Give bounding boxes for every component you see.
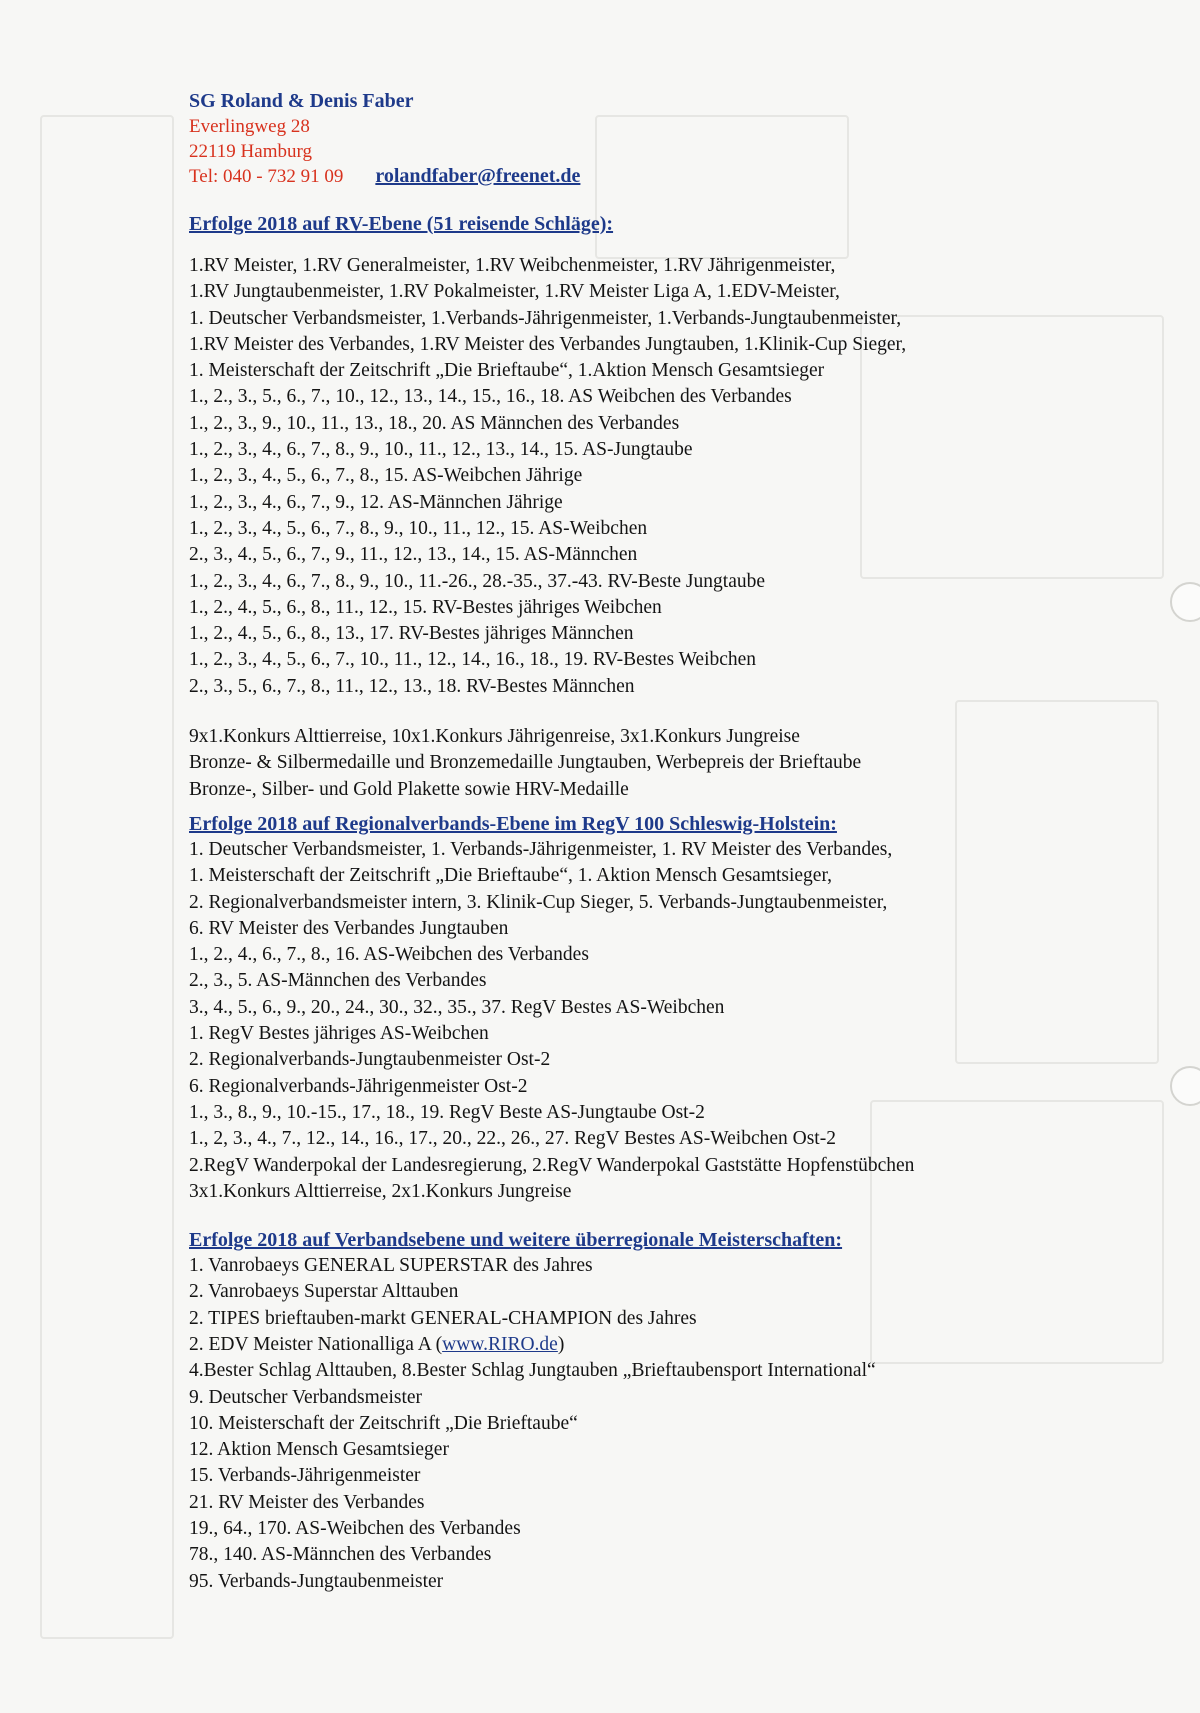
result-line: 1., 2., 3., 4., 5., 6., 7., 10., 11., 12., 14., 16., 18., 19. RV-Bestes Weibchen <box>189 649 757 671</box>
result-line: 3x1.Konkurs Alttierreise, 2x1.Konkurs Jungreise <box>189 1180 572 1202</box>
result-line: 1. Deutscher Verbandsmeister, 1.Verbands-Jährigenmeister, 1.Verbands-Jungtaubenmeister, <box>189 307 902 329</box>
result-line: 78., 140. AS-Männchen des Verbandes <box>189 1544 492 1566</box>
result-line: 1., 2., 3., 5., 6., 7., 10., 12., 13., 14., 15., 16., 18. AS Weibchen des Verbandes <box>189 386 792 408</box>
sender-block <box>189 88 1089 189</box>
result-line: 1. Meisterschaft der Zeitschrift „Die Brieftaube“, 1.Aktion Mensch Gesamtsieger <box>189 360 825 382</box>
contact-row <box>189 164 1089 189</box>
result-line: 15. Verbands-Jährigenmeister <box>189 1465 421 1487</box>
award-line: Bronze-, Silber- und Gold Plakette sowie HRV-Medaille <box>189 778 629 800</box>
section-regional <box>189 811 1089 1205</box>
result-line: 1., 2., 3., 4., 5., 6., 7., 8., 9., 10., 11., 12., 15. AS-Weibchen <box>189 517 648 539</box>
sender-phone: Tel: 040 - 732 91 09 <box>189 166 344 187</box>
sender-city: 22119 Hamburg <box>189 141 312 162</box>
letter-content <box>189 88 1089 1595</box>
result-line: 2. Vanrobaeys Superstar Alttauben <box>189 1281 459 1303</box>
section-rv-title: Erfolge 2018 auf RV-Ebene (51 reisende Schläge): <box>189 213 614 235</box>
result-line: 21. RV Meister des Verbandes <box>189 1491 425 1513</box>
result-line: 9. Deutscher Verbandsmeister <box>189 1386 423 1408</box>
result-line: 12. Aktion Mensch Gesamtsieger <box>189 1439 449 1461</box>
result-line: 1. Vanrobaeys GENERAL SUPERSTAR des Jahres <box>189 1255 593 1277</box>
result-line: 2.RegV Wanderpokal der Landesregierung, 2.RegV Wanderpokal Gaststätte Hopfenstübchen <box>189 1154 915 1176</box>
result-line: 10. Meisterschaft der Zeitschrift „Die Brieftaube“ <box>189 1412 578 1434</box>
result-line: 6. Regionalverbands-Jährigenmeister Ost-2 <box>189 1075 528 1097</box>
result-line: 95. Verbands-Jungtaubenmeister <box>189 1570 444 1592</box>
result-line: 2. TIPES brieftauben-markt GENERAL-CHAMPION des Jahres <box>189 1307 697 1329</box>
bleed-through-box <box>40 115 174 1639</box>
result-line: 1., 2., 4., 6., 7., 8., 16. AS-Weibchen des Verbandes <box>189 944 589 966</box>
edv-line-prefix: 2. EDV Meister Nationalliga A ( <box>189 1333 443 1355</box>
section-national-list <box>189 1253 1089 1595</box>
result-line: 1., 2., 4., 5., 6., 8., 11., 12., 15. RV-Bestes jähriges Weibchen <box>189 596 662 618</box>
result-line: 1.RV Jungtaubenmeister, 1.RV Pokalmeister, 1.RV Meister Liga A, 1.EDV-Meister, <box>189 281 840 303</box>
edv-line-suffix: ) <box>557 1333 565 1355</box>
section-regional-title: Erfolge 2018 auf Regionalverbands-Ebene im RegV 100 Schleswig-Holstein: <box>189 812 837 835</box>
result-line: 19., 64., 170. AS-Weibchen des Verbandes <box>189 1518 521 1540</box>
section-national-title: Erfolge 2018 auf Verbandsebene und weitere überregionale Meisterschaften: <box>189 1229 843 1252</box>
result-line: 1. Deutscher Verbandsmeister, 1. Verbands-Jährigenmeister, 1. RV Meister des Verbandes, <box>189 838 893 860</box>
award-line: 9x1.Konkurs Alttierreise, 10x1.Konkurs Jährigenreise, 3x1.Konkurs Jungreise <box>189 726 800 748</box>
riro-link[interactable]: www.RIRO.de <box>442 1333 558 1355</box>
section-national <box>189 1227 1089 1595</box>
sender-name: SG Roland & Denis Faber <box>189 90 414 112</box>
edv-result-line <box>189 1332 1089 1358</box>
section-rv <box>189 211 1089 803</box>
result-line: 1., 2., 3., 9., 10., 11., 13., 18., 20. AS Männchen des Verbandes <box>189 412 680 434</box>
result-line: 1., 2., 3., 4., 6., 7., 8., 9., 10., 11., 12., 13., 14., 15. AS-Jungtaube <box>189 439 693 461</box>
result-line: 4.Bester Schlag Alttauben, 8.Bester Schlag Jungtauben „Brieftaubensport International“ <box>189 1360 876 1382</box>
result-line: 2., 3., 5., 6., 7., 8., 11., 12., 13., 18. RV-Bestes Männchen <box>189 675 635 697</box>
result-line: 2., 3., 5. AS-Männchen des Verbandes <box>189 970 487 992</box>
punch-hole <box>1170 1066 1200 1106</box>
result-line: 2. Regionalverbands-Jungtaubenmeister Ost-2 <box>189 1049 551 1071</box>
result-line: 1., 2., 3., 4., 6., 7., 8., 9., 10., 11.-26., 28.-35., 37.-43. RV-Beste Jungtaube <box>189 570 766 592</box>
result-line: 2., 3., 4., 5., 6., 7., 9., 11., 12., 13., 14., 15. AS-Männchen <box>189 544 638 566</box>
result-line: 3., 4., 5., 6., 9., 20., 24., 30., 32., 35., 37. RegV Bestes AS-Weibchen <box>189 996 725 1018</box>
result-line: 1., 2., 4., 5., 6., 8., 13., 17. RV-Bestes jähriges Männchen <box>189 623 634 645</box>
punch-hole <box>1170 582 1200 622</box>
section-regional-list <box>189 837 1089 1205</box>
result-line: 1., 2, 3., 4., 7., 12., 14., 16., 17., 20., 22., 26., 27. RegV Bestes AS-Weibchen Ost-2 <box>189 1128 836 1150</box>
section-rv-list <box>189 253 1089 700</box>
result-line: 6. RV Meister des Verbandes Jungtauben <box>189 917 509 939</box>
result-line: 1., 2., 3., 4., 6., 7., 9., 12. AS-Männchen Jährige <box>189 491 563 513</box>
result-line: 1.RV Meister des Verbandes, 1.RV Meister des Verbandes Jungtauben, 1.Klinik-Cup Sieger, <box>189 333 907 355</box>
result-line: 1. RegV Bestes jähriges AS-Weibchen <box>189 1023 489 1045</box>
sender-street: Everlingweg 28 <box>189 116 310 137</box>
result-line: 1. Meisterschaft der Zeitschrift „Die Brieftaube“, 1. Aktion Mensch Gesamtsieger, <box>189 865 833 887</box>
section-rv-extra-list <box>189 724 1089 803</box>
email-link[interactable]: rolandfaber@freenet.de <box>375 165 581 187</box>
award-line: Bronze- & Silbermedaille und Bronzemedaille Jungtauben, Werbepreis der Brieftaube <box>189 752 862 774</box>
result-line: 2. Regionalverbandsmeister intern, 3. Klinik-Cup Sieger, 5. Verbands-Jungtaubenmeister, <box>189 891 888 913</box>
result-line: 1.RV Meister, 1.RV Generalmeister, 1.RV Weibchenmeister, 1.RV Jährigenmeister, <box>189 255 836 276</box>
result-line: 1., 3., 8., 9., 10.-15., 17., 18., 19. RegV Beste AS-Jungtaube Ost-2 <box>189 1101 705 1123</box>
result-line: 1., 2., 3., 4., 5., 6., 7., 8., 15. AS-Weibchen Jährige <box>189 465 583 487</box>
